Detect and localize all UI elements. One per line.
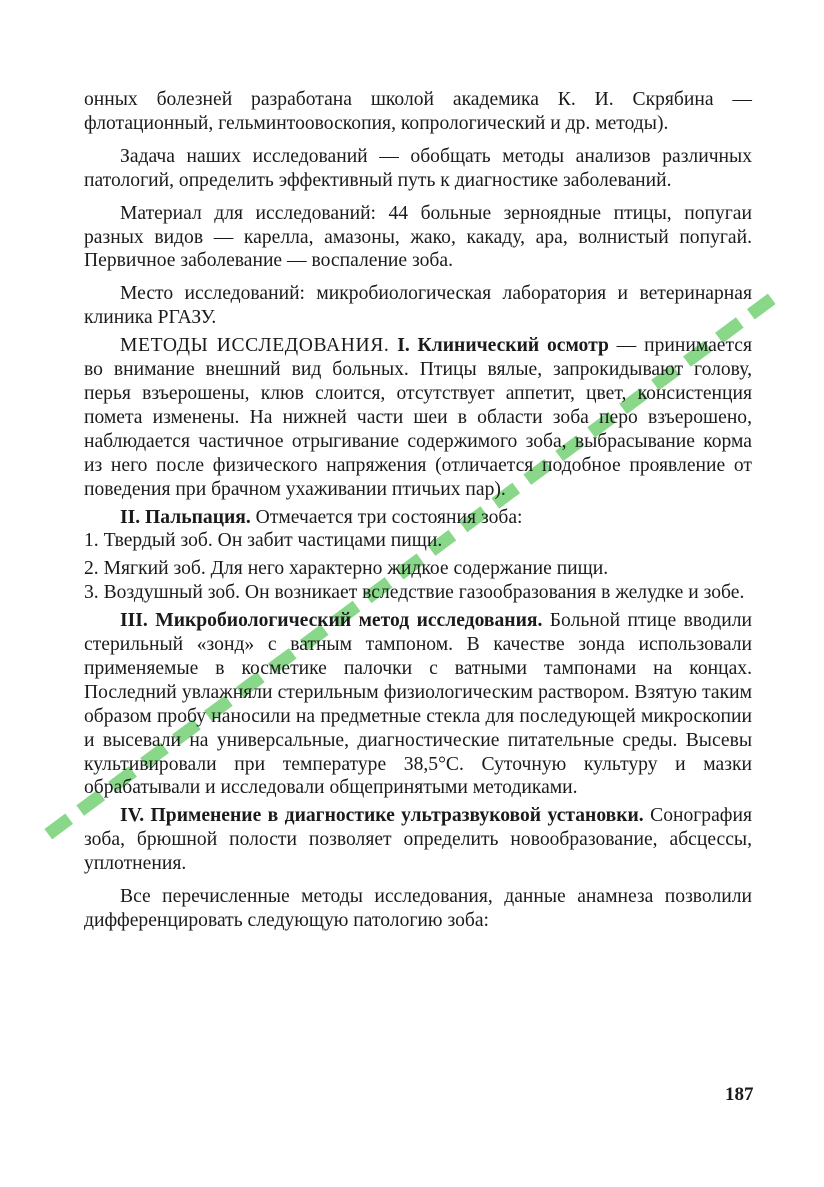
paragraph-differentiation: Все перечисленные методы исследования, данные анамнеза позволили дифференцировать следующую патологию зоба:	[84, 886, 752, 931]
section-heading-methods: МЕТОДЫ ИССЛЕДОВАНИЯ.	[120, 335, 390, 357]
paragraph-research-place: Место исследований: микробиологическая лаборатория и ветеринарная клиника РГАЗУ.	[84, 283, 752, 329]
method-text-microbiology: Больной птице вводили стерильный «зонд» с ватным тампоном. В качестве зонда использовали применяемые в косметике палочки с ватными тампонами на концах. Последний увлажняли стерильным физиологическим раствором. Взятую таким образом пробу наносили на предметные стекла для последующей микроскопии и высевали на универсальные, диагностические питательные среды. Высевы культивировали при температуре 38,5°С. Суточную культуру и мазки обрабатывали и исследовали общепринятыми методиками.	[84, 610, 752, 799]
page-number: 187	[725, 1084, 754, 1105]
method-label-palpation: II. Пальпация.	[120, 506, 251, 528]
list-item-soft-crop: 2. Мягкий зоб. Для него характерно жидкое содержание пищи.	[84, 558, 609, 580]
list-item-air-crop: 3. Воздушный зоб. Он возникает вследствие газообразования в желудке и зобе.	[84, 582, 745, 604]
method-text-clinical: — принимается во внимание внешний вид больных. Птицы вялые, запрокидывают голову, перья взъерошены, клюв слоится, отсутствует аппетит, цвет, консистенция помета изменены. На нижней части шеи в области зоба перо взъерошено, наблюдается частичное отрыгивание содержимого зоба, выбрасывание корма из него после физического напряжения (отличается подобное проявление от поведения при брачном ухаживании птичьих пар).	[84, 335, 752, 500]
paragraph-research-material: Материал для исследований: 44 больные зерноядные птицы, попугаи разных видов — карелла, амазоны, жако, какаду, ара, волнистый попугай. Первичное заболевание — воспаление зоба.	[84, 202, 752, 272]
method-text-ultrasound: Сонография зоба, брюшной полости позволяет определить новообразование, абсцессы, уплотнения.	[84, 805, 752, 875]
paragraph-methods-intro: онных болезней разработана школой академика К. И. Скрябина — флотационный, гельминтоовоскопия, копрологический и др. методы).	[84, 89, 752, 134]
list-item-hard-crop: 1. Твердый зоб. Он забит частицами пищи.	[84, 530, 443, 552]
method-label-microbiology: III. Микробиологический метод исследования.	[120, 610, 543, 632]
paragraph-palpation	[84, 506, 752, 530]
paragraph-microbiology	[84, 609, 752, 800]
method-label-ultrasound: IV. Применение в диагностике ультразвуковой установки.	[120, 805, 644, 827]
paragraph-clinical-exam	[84, 334, 752, 501]
method-label-clinical: I. Клинический осмотр	[397, 335, 609, 357]
paragraph-ultrasound	[84, 804, 752, 876]
method-text-palpation: Отмечается три состояния зоба:	[250, 506, 523, 528]
paragraph-research-goal: Задача наших исследований — обобщать методы анализов различных патологий, определить эффективный путь к диагностике заболеваний.	[84, 145, 752, 191]
body-text	[84, 88, 752, 933]
